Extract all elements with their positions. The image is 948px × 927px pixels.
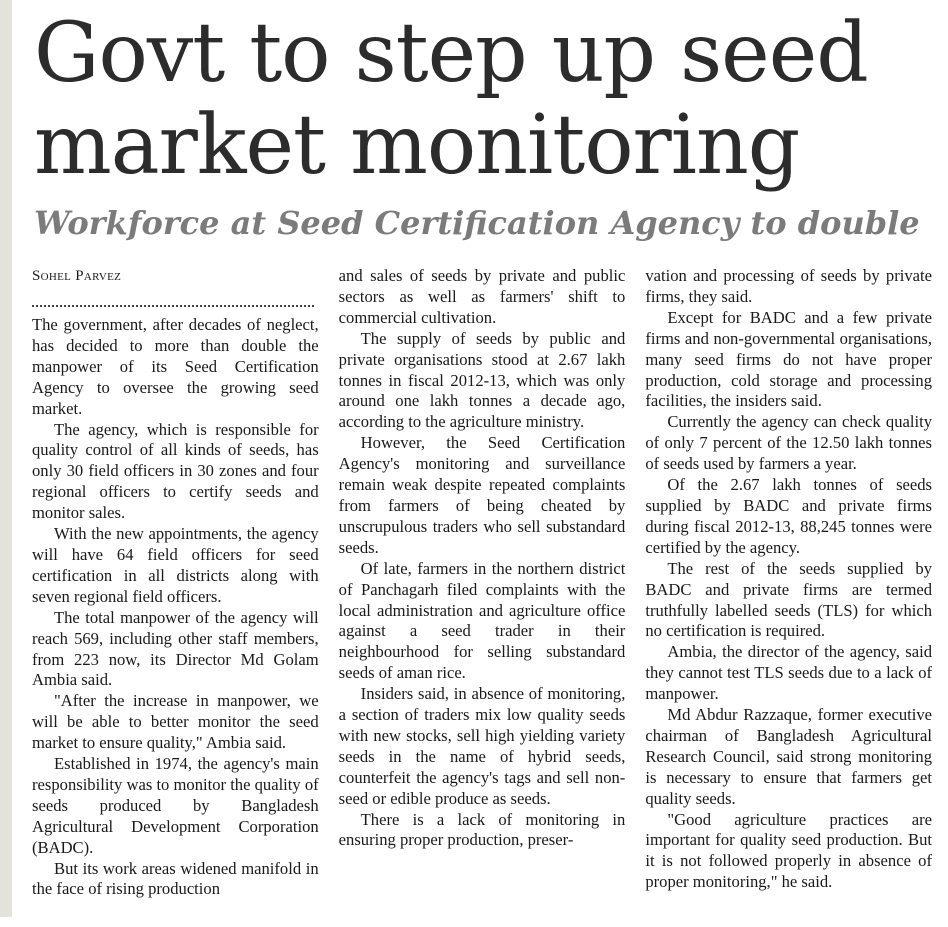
paragraph: The total manpower of the agency will reach 569, including other staff members, from 223 now, its Director Md Golam Ambia said.: [32, 607, 319, 690]
paragraph: Of the 2.67 lakh tonnes of seeds supplied by BADC and private firms during fiscal 2012-13, 88,245 tonnes were certified by the agency.: [645, 475, 933, 557]
headline: Govt to step up seed market monitoring: [34, 6, 868, 193]
page-edge-bar: [0, 0, 12, 917]
paragraph: "After the increase in manpower, we will be able to better monitor the seed market to ensure quality," Ambia said.: [32, 691, 319, 753]
paragraph: and sales of seeds by private and public sectors as well as farmers' shift to commercial cultivation.: [338, 266, 626, 327]
paragraph: Currently the agency can check quality of only 7 percent of the 12.50 lakh tonnes of seeds used by farmers a year.: [645, 412, 933, 474]
paragraph: Of late, farmers in the northern district of Panchagarh filed complaints with the local administration and agriculture office against a seed trader in their neighbourhood for selling substandard seeds of aman rice.: [338, 558, 626, 683]
subheadline: Workforce at Seed Certification Agency to double: [34, 204, 920, 242]
paragraph: Except for BADC and a few private firms and non-governmental organisations, many seed firms do not have proper production, cold storage and processing facilities, the insiders said.: [645, 307, 933, 411]
paragraph: The government, after decades of neglect, has decided to more than double the manpower of its Seed Certification Agency to oversee the growing seed market.: [32, 315, 319, 418]
paragraph: With the new appointments, the agency will have 64 field officers for seed certification in all districts along with seven regional field officers.: [32, 524, 319, 606]
paragraph: However, the Seed Certification Agency's monitoring and surveillance remain weak despite repeated complaints from farmers of being cheated by unscrupulous traders who sell substandard seeds.: [338, 433, 626, 557]
paragraph: Insiders said, in absence of monitoring, a section of traders mix low quality seeds with new stocks, sell high yielding variety seeds in the name of hybrid seeds, counterfeit the agency's tags and sell non-seed or edible produce as seeds.: [338, 684, 626, 808]
paragraph: "Good agriculture practices are important for quality seed production. But it is not followed properly in absence of proper monitoring," he said.: [645, 809, 933, 892]
paragraph: Ambia, the director of the agency, said they cannot test TLS seeds due to a lack of manpower.: [645, 642, 933, 704]
paragraph: Md Abdur Razzaque, former executive chairman of Bangladesh Agricultural Research Council, said strong monitoring is necessary to ensure that farmers get quality seeds.: [645, 705, 933, 808]
article-column-3: [645, 266, 932, 916]
byline: Sohel Parvez: [32, 268, 122, 284]
paragraph: The supply of seeds by public and private organisations stood at 2.67 lakh tonnes in fiscal 2012-13, which was only around one lakh tonnes a decade ago, according to the agriculture ministry.: [338, 328, 626, 432]
paragraph: The agency, which is responsible for quality control of all kinds of seeds, has only 30 field officers in 30 zones and four regional officers to certify seeds and monitor sales.: [32, 419, 319, 523]
article-column-1: [32, 266, 319, 916]
article-body: [32, 266, 932, 916]
byline-divider: [32, 287, 314, 307]
paragraph: There is a lack of monitoring in ensuring proper production, preser-: [338, 809, 626, 850]
paragraph: vation and processing of seeds by private firms, they said.: [645, 266, 933, 306]
paragraph: Established in 1974, the agency's main responsibility was to monitor the quality of seeds produced by Bangladesh Agricultural Development Corporation (BADC).: [32, 754, 319, 857]
paragraph: But its work areas widened manifold in the face of rising production: [32, 858, 319, 899]
article-column-2: [339, 266, 626, 916]
paragraph: The rest of the seeds supplied by BADC and private firms are termed truthfully labelled seeds (TLS) for which no certification is required.: [645, 558, 933, 641]
